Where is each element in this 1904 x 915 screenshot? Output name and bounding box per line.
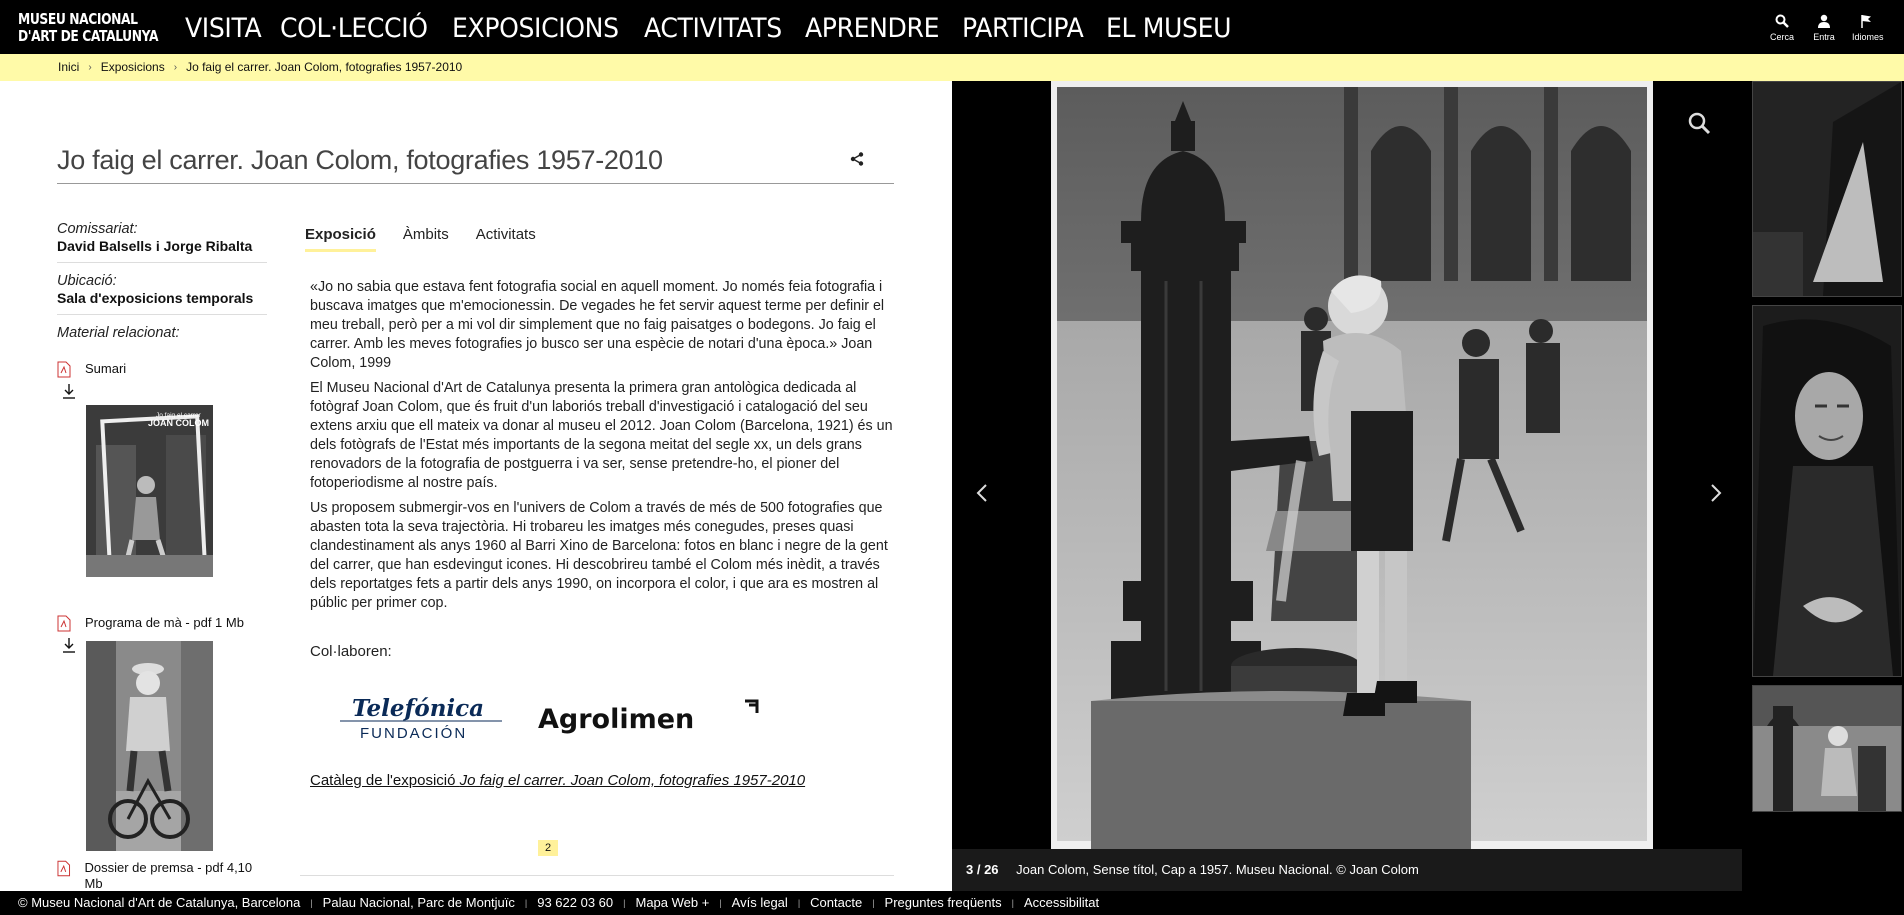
magnifier-icon <box>1687 111 1711 135</box>
footer-link-faq[interactable]: Preguntes freqüents <box>884 895 1002 910</box>
flag-icon <box>1859 14 1873 28</box>
thumbnail-strip <box>1750 81 1904 891</box>
utility-nav <box>1768 14 1884 42</box>
photo-caption: Joan Colom, Sense títol, Cap a 1957. Museu Nacional. © Joan Colom <box>1016 862 1419 877</box>
photo-caption-bar <box>952 849 1742 891</box>
location-value: Sala d'exposicions temporals <box>57 290 254 306</box>
download-icon[interactable] <box>63 638 75 653</box>
logo-line-1: MUSEU NACIONAL <box>18 10 138 28</box>
material-label: Programa de mà - pdf 1 Mb <box>85 615 244 630</box>
breadcrumb <box>0 54 1904 81</box>
tab-ambits[interactable]: Àmbits <box>402 226 449 243</box>
thumbnail-4[interactable] <box>1752 685 1902 812</box>
nav-exposicions[interactable]: EXPOSICIONS <box>451 13 619 44</box>
zoom-button[interactable] <box>1687 111 1711 140</box>
telefonica-fundacion-logo[interactable] <box>340 695 502 742</box>
related-material-label: Material relacionat: <box>57 325 180 341</box>
sumari-cover-text-small: Jo faig el carrer <box>156 412 201 419</box>
catalog-link-prefix: Catàleg de l'exposició <box>310 772 460 789</box>
footer-phone[interactable]: 93 622 03 60 <box>537 895 614 910</box>
chevron-right-icon: › <box>173 62 178 73</box>
share-button[interactable] <box>850 152 864 171</box>
curators-label: Comissariat: <box>57 221 138 237</box>
languages-label: Idiomes <box>1852 32 1884 42</box>
main-photo[interactable] <box>1051 81 1653 849</box>
page-badge[interactable]: 2 <box>538 840 558 856</box>
telefonica-wordmark: Telefónica <box>352 695 485 722</box>
nav-participa[interactable]: PARTICIPA <box>962 13 1084 44</box>
nav-visita[interactable]: VISITA <box>185 13 262 44</box>
material-label: Sumari <box>85 361 127 376</box>
exhibition-meta <box>57 221 267 341</box>
image-gallery <box>952 81 1904 891</box>
sumari-cover-thumbnail[interactable] <box>86 405 213 577</box>
footer-link-mapa-web[interactable]: Mapa Web + <box>635 895 710 910</box>
top-navigation-bar <box>0 0 1904 54</box>
login-label: Entra <box>1813 32 1835 42</box>
footer-link-accessibilitat[interactable]: Accessibilitat <box>1023 895 1100 910</box>
previous-arrow-icon[interactable] <box>976 479 988 510</box>
languages-button[interactable] <box>1852 14 1884 42</box>
sumari-cover-image <box>86 405 213 577</box>
photo-counter: 3 / 26 <box>966 862 999 877</box>
nav-colleccio[interactable]: COL·LECCIÓ <box>280 13 428 44</box>
search-icon <box>1775 14 1789 28</box>
content-divider <box>300 875 894 876</box>
pdf-file-icon <box>57 615 71 632</box>
footer-link-avis-legal[interactable]: Avís legal <box>731 895 788 910</box>
catalog-link-title: Jo faig el carrer. Joan Colom, fotografies 1957-2010 <box>459 772 806 789</box>
quote-paragraph: «Jo no sabia que estava fent fotografia social en aquell moment. Jo només feia fotografia i buscava imatges que m'emocionessin. De vegades he fet servir aquest terme per definir el meu treball, però per a mi vol dir simplement que no faig paisatges o bodegons. Jo faig el carrer. Amb les meves fotografies jo busco ser una espècie de notari d'una època.» Joan Colom, 1999 <box>310 279 885 371</box>
museum-logo[interactable] <box>18 10 159 45</box>
breadcrumb-inici[interactable]: Inici <box>58 60 80 74</box>
nav-el-museu[interactable]: EL MUSEU <box>1105 13 1231 44</box>
detail-paragraph: Us proposem submergir-vos en l'univers de Colom a través de més de 500 fotografies que abasten tota la seva trajectòria. Hi trobareu les imatges més conegudes, preses quasi clandestinament als anys 1960 al Barri Xino de Barcelona: fotos en blanc i negre de la gent del carrer, que han esdevingut icones. Hi descobrireu també el Colom més inèdit, a través dels reportatges fets a partir dels anys 1990, on incorpora el color, i que ara es mostren al públic per primer cop. <box>310 500 888 611</box>
breadcrumb-exposicions[interactable]: Exposicions <box>100 60 165 74</box>
search-button[interactable] <box>1768 14 1796 42</box>
sponsor-logos <box>340 692 780 757</box>
content-tabs <box>305 226 536 252</box>
thumbnail-3[interactable] <box>1752 305 1902 677</box>
catalog-link[interactable] <box>310 772 805 789</box>
login-button[interactable] <box>1810 14 1838 42</box>
download-icon[interactable] <box>63 384 75 399</box>
search-label: Cerca <box>1769 32 1794 42</box>
main-nav <box>185 12 1230 46</box>
nav-aprendre[interactable]: APRENDRE <box>805 13 940 44</box>
agrolimen-logo[interactable] <box>538 701 757 735</box>
sponsor-logos-graphic <box>340 692 780 752</box>
tab-activitats[interactable]: Activitats <box>475 226 536 243</box>
curators-value: David Balsells i Jorge Ribalta <box>57 238 253 254</box>
thumbnail-image <box>1753 306 1901 676</box>
fundacion-wordmark: FUNDACIÓN <box>360 725 468 742</box>
programa-cover-thumbnail[interactable] <box>86 641 213 851</box>
material-label: Dossier de premsa - pdf 4,10 Mb <box>84 860 253 891</box>
footer-copyright: © Museu Nacional d'Art de Catalunya, Barcelona <box>18 895 301 910</box>
exhibition-description <box>310 278 900 619</box>
nav-activitats[interactable]: ACTIVITATS <box>643 13 782 44</box>
intro-paragraph: El Museu Nacional d'Art de Catalunya presenta la primera gran antològica dedicada al fotògraf Joan Colom, que és fruit d'un laboriós treball d'investigació i catalogació del seu extens arxiu que ell mateix va donar al museu el 2012. Joan Colom (Barcelona, 1921) és un dels fotògrafs de l'Estat més importants de la segona meitat del segle xx, un dels grans renovadors de la fotografia de postguerra i va ser, sense pretendre-ho, el pioner del fotoperiodisme al nostre país. <box>310 380 893 491</box>
chevron-right-icon: › <box>88 62 92 73</box>
collaborators-label: Col·laboren: <box>310 643 392 660</box>
user-icon <box>1817 14 1831 28</box>
thumbnail-image <box>1753 82 1901 296</box>
logo-line-2: D'ART DE CATALUNYA <box>18 27 159 45</box>
breadcrumb-current: Jo faig el carrer. Joan Colom, fotografies 1957-2010 <box>186 60 463 74</box>
thumbnail-image <box>1753 686 1901 811</box>
material-item-dossier[interactable] <box>57 860 267 892</box>
footer-address: Palau Nacional, Parc de Montjuïc <box>322 895 515 910</box>
title-divider <box>57 183 894 184</box>
location-block <box>57 273 267 315</box>
material-item-sumari[interactable] <box>57 361 267 378</box>
page-title: Jo faig el carrer. Joan Colom, fotografies 1957-2010 <box>57 145 663 175</box>
material-item-programa[interactable] <box>57 615 267 632</box>
thumbnail-2[interactable] <box>1752 81 1902 297</box>
location-label: Ubicació: <box>57 273 117 289</box>
share-icon <box>850 152 864 166</box>
tab-exposicio[interactable]: Exposició <box>305 226 376 252</box>
footer-link-contacte[interactable]: Contacte <box>810 895 863 910</box>
next-arrow-icon[interactable] <box>1710 479 1722 510</box>
agrolimen-wordmark: Agrolimen <box>538 704 695 735</box>
programa-cover-image <box>86 641 213 851</box>
boy-at-fountain-photo <box>1051 81 1653 849</box>
curators-block <box>57 221 267 263</box>
pdf-file-icon <box>57 860 71 877</box>
pdf-file-icon <box>57 361 71 378</box>
sumari-cover-text-title: JOAN COLOM <box>148 418 210 428</box>
footer: © Museu Nacional d'Art de Catalunya, Barcelona | Palau Nacional, Parc de Montjuïc | 93 622 03 60 | Mapa Web + | Avís legal | Contacte | Preguntes freqüents | Accessibilitat <box>0 891 1904 915</box>
